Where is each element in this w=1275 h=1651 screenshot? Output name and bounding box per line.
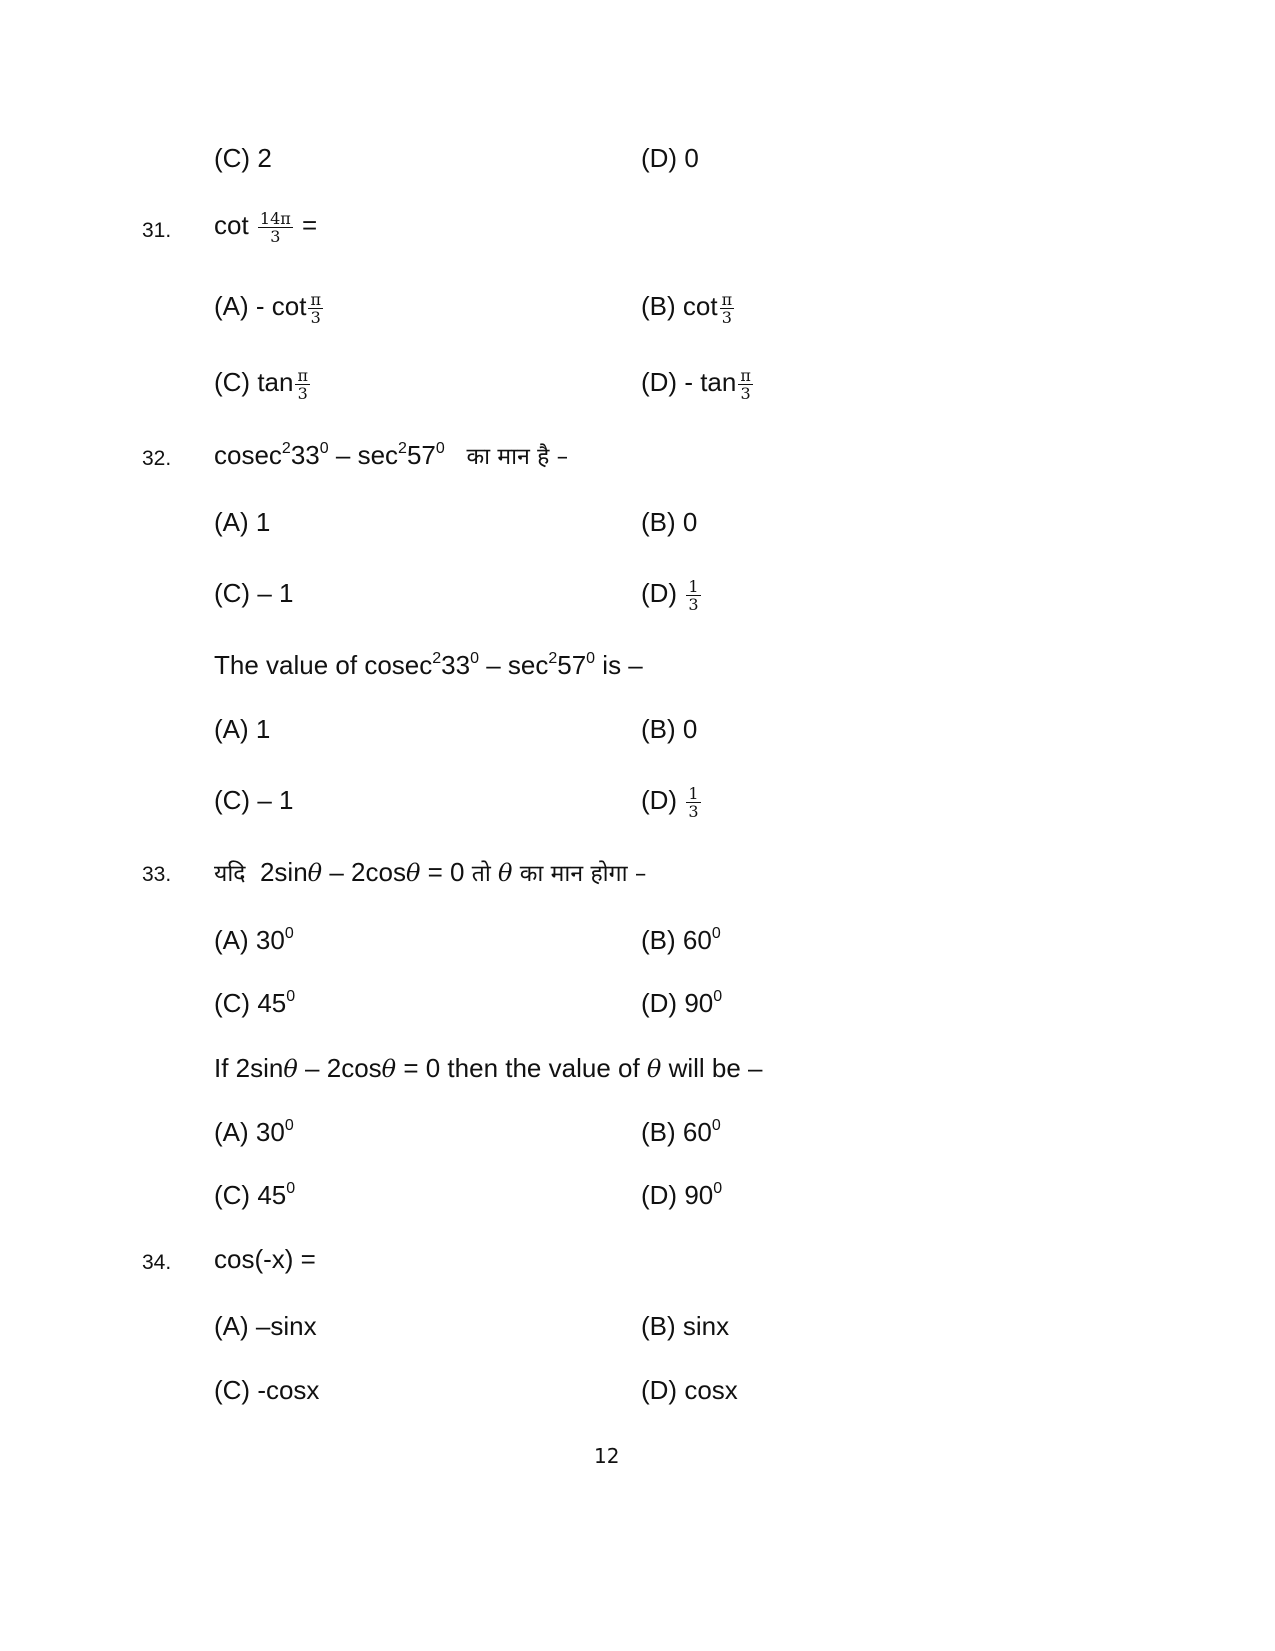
q30-option-d: (D) 0	[641, 143, 699, 173]
q32-stem-hindi: $cosec^233^0 - \sec^257^0$ का मान है –	[214, 440, 569, 470]
q33-en-option-c: (C) $45^0$	[214, 1180, 296, 1210]
q32-stem-english: The value of $cosec^233^0 - \sec^257^0$ is –	[214, 650, 643, 680]
q34-stem: cos(-x) =	[214, 1244, 316, 1274]
q33-number: 33.	[142, 863, 172, 886]
page-number: 12	[594, 1444, 620, 1468]
q32-en-option-a: (A) 1	[214, 714, 271, 744]
q34-number: 34.	[142, 1251, 172, 1274]
q34-option-c: (C) -cosx	[214, 1375, 320, 1405]
q34-option-b: (B) sinx	[641, 1311, 730, 1341]
q31-stem: cot $\frac{14\pi}{3}$ =	[214, 208, 318, 246]
q33-hi-option-a: (A) $30^0$	[214, 925, 294, 955]
q33-hi-option-d: (D) $90^0$	[641, 988, 723, 1018]
q32-hi-option-b: (B) 0	[641, 507, 698, 537]
q31-number: 31.	[142, 219, 172, 242]
q32-en-option-c: (C) – 1	[214, 785, 294, 815]
q31-option-b: (B) cot $\frac{\pi}{3}$	[641, 289, 733, 327]
q32-hi-option-c: (C) – 1	[214, 578, 294, 608]
q32-number: 32.	[142, 447, 172, 470]
q31-option-c: (C) tan $\frac{\pi}{3}$	[214, 365, 308, 403]
q32-en-option-d: (D) $\frac{1}{3}$	[641, 783, 699, 821]
q32-hi-option-d: (D) $\frac{1}{3}$	[641, 576, 699, 614]
q34-option-d: (D) cosx	[641, 1375, 738, 1405]
q33-stem-english: If 2sinθ – 2cosθ = 0 then the value of θ will be –	[214, 1053, 763, 1083]
q33-en-option-b: (B) $60^0$	[641, 1117, 721, 1147]
q31-option-d: (D) - tan $\frac{\pi}{3}$	[641, 365, 751, 403]
q31-option-a: (A) - cot $\frac{\pi}{3}$	[214, 289, 321, 327]
q32-hi-option-a: (A) 1	[214, 507, 271, 537]
q33-hi-option-c: (C) $45^0$	[214, 988, 296, 1018]
q34-option-a: (A) –sinx	[214, 1311, 317, 1341]
q33-hi-option-b: (B) $60^0$	[641, 925, 721, 955]
q31-stem-fraction: $\frac{14\pi}{3}$	[259, 208, 291, 246]
q33-en-option-d: (D) $90^0$	[641, 1180, 723, 1210]
q32-en-option-b: (B) 0	[641, 714, 698, 744]
q33-en-option-a: (A) $30^0$	[214, 1117, 294, 1147]
q33-stem-hindi: यदि 2sinθ – 2cosθ = 0 तो θ का मान होगा –	[214, 857, 647, 887]
q30-option-c: (C) 2	[214, 143, 272, 173]
